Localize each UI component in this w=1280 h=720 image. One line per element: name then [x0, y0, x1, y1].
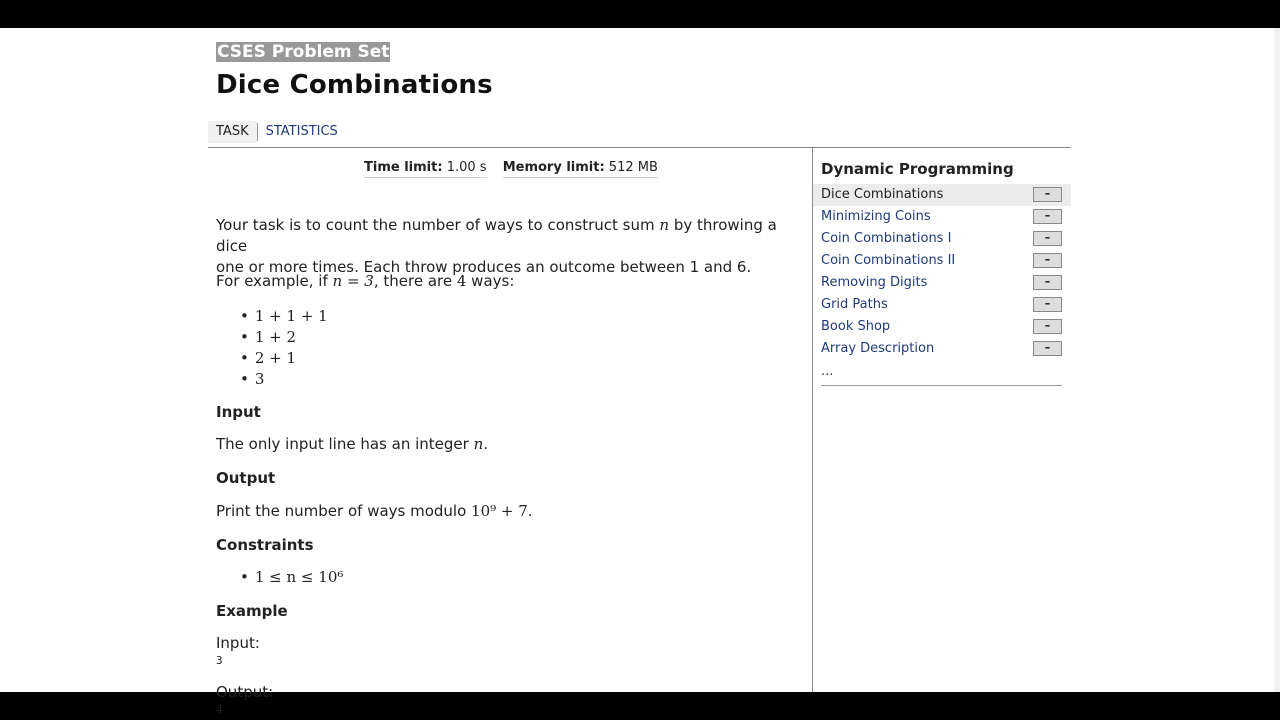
sidebar-item-label[interactable]: Array Description [821, 341, 935, 356]
statement-paragraph-1 [216, 215, 798, 278]
memory-limit-value: 512 MB [608, 160, 658, 175]
task-status-icon: – [1033, 231, 1062, 246]
sidebar-item-book-shop[interactable] [813, 316, 1071, 338]
input-heading: Input [216, 403, 261, 421]
sidebar-item-label[interactable]: Coin Combinations II [821, 253, 956, 268]
input-description [216, 434, 798, 455]
example-input-label: Input: [216, 634, 260, 652]
sidebar-item-label[interactable]: Dice Combinations [821, 187, 944, 202]
sidebar-item-label[interactable]: Book Shop [821, 319, 891, 334]
statement-text: For example, if [216, 272, 333, 290]
statement-text: ways: [466, 272, 515, 290]
statement-text: one or more times. Each throw produces an outcome between 1 and 6. [216, 258, 752, 276]
example-output-value: 4 [216, 703, 223, 716]
ways-list [240, 306, 328, 390]
statement-text: Your task is to count the number of ways to construct sum [216, 216, 660, 234]
sidebar-item-label[interactable]: Grid Paths [821, 297, 888, 312]
list-item: • 1 ≤ n ≤ 10⁶ [240, 567, 343, 588]
memory-limit-label: Memory limit: [502, 160, 605, 175]
constraints-heading: Constraints [216, 536, 314, 554]
statement-text: , there are [373, 272, 457, 290]
statement-paragraph-2 [216, 271, 798, 292]
browser-page [0, 28, 1280, 716]
sidebar-item-label[interactable]: Removing Digits [821, 275, 928, 290]
nav-divider [208, 147, 1071, 148]
time-limit-value: 1.00 s [446, 160, 487, 175]
output-description [216, 501, 798, 522]
list-item: • 1 + 2 [240, 327, 328, 348]
site-title-link[interactable]: CSES Problem Set [217, 42, 390, 62]
statement-text: Print the number of ways modulo [216, 502, 472, 520]
sidebar-item-coin-combinations-ii[interactable] [813, 250, 1071, 272]
example-heading: Example [216, 602, 288, 620]
sidebar-divider [821, 385, 1062, 386]
list-item: • 2 + 1 [240, 348, 328, 369]
page-scrollbar[interactable] [1274, 28, 1280, 692]
example-input-value: 3 [216, 654, 223, 667]
list-item: • 3 [240, 369, 328, 390]
sidebar-item-minimizing-coins[interactable] [813, 206, 1071, 228]
sidebar-item-removing-digits[interactable] [813, 272, 1071, 294]
task-status-icon: – [1033, 341, 1062, 356]
sidebar-title: Dynamic Programming [821, 160, 1014, 178]
sidebar-task-list [813, 184, 1071, 360]
list-item: • 1 + 1 + 1 [240, 306, 328, 327]
math-expression: n = 3 [332, 272, 374, 290]
task-status-icon: – [1033, 209, 1062, 224]
math-number: 4 [456, 272, 467, 290]
statement-text: . [483, 435, 489, 453]
statement-text: . [527, 502, 533, 520]
sidebar-item-label[interactable]: Minimizing Coins [821, 209, 931, 224]
output-heading: Output [216, 469, 276, 487]
sidebar-item-dice-combinations[interactable] [813, 184, 1071, 206]
task-status-icon: – [1033, 319, 1062, 334]
sidebar-item-coin-combinations-i[interactable] [813, 228, 1071, 250]
page-title: Dice Combinations [216, 70, 493, 100]
constraints-list [240, 567, 343, 588]
limits-bar [364, 160, 670, 178]
statement-text: The only input line has an integer [216, 435, 474, 453]
time-limit-label: Time limit: [364, 160, 443, 175]
math-expression: 10⁹ + 7 [471, 502, 528, 520]
task-status-icon: – [1033, 253, 1062, 268]
sidebar-item-array-description[interactable] [813, 338, 1071, 360]
sidebar-item-label[interactable]: Coin Combinations I [821, 231, 952, 246]
task-status-icon: – [1033, 275, 1062, 290]
task-nav [208, 121, 346, 143]
example-output-label: Output: [216, 683, 274, 701]
sidebar-item-grid-paths[interactable] [813, 294, 1071, 316]
math-var-n: n [659, 216, 670, 234]
statement-text: by throwing a dice [216, 216, 777, 255]
time-limit [364, 160, 487, 178]
memory-limit [503, 160, 658, 178]
tab-statistics[interactable]: STATISTICS [265, 124, 338, 139]
math-var-n: n [473, 435, 484, 453]
task-status-icon: – [1033, 297, 1062, 312]
task-status-icon: – [1033, 187, 1062, 202]
sidebar-more-link[interactable]: ... [821, 364, 834, 379]
tab-task[interactable]: TASK [208, 121, 257, 143]
